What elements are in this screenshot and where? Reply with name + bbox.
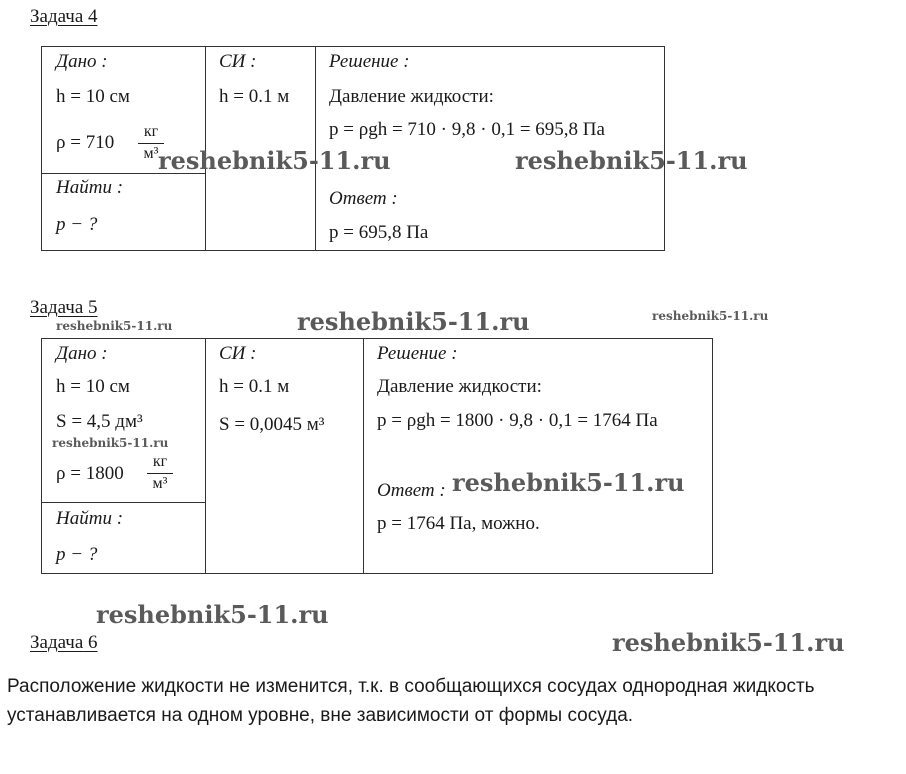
task4-given-label: [56, 51, 108, 73]
task5-si-label-text: СИ: [219, 343, 246, 364]
task4-si-colon: :: [250, 51, 257, 72]
task5-col-divider-2: [363, 338, 364, 574]
task4-answer-colon: :: [391, 188, 398, 209]
task4-solution-text: Давление жидкости:: [329, 86, 494, 107]
task6-heading-label: Задача: [30, 632, 84, 653]
task5-answer-label-text: Ответ: [377, 480, 435, 501]
task4-given-colon: :: [101, 51, 108, 72]
task4-border-left: [41, 46, 42, 251]
task5-find-label: [56, 508, 123, 530]
task4-heading: [30, 6, 98, 28]
task5-answer-value: p = 1764 Па, можно.: [377, 513, 540, 534]
task5-find-label-text: Найти: [56, 508, 112, 529]
task6-heading-number: 6: [88, 632, 98, 653]
task4-given-label-text: Дано: [56, 51, 97, 72]
task6-paragraph: [7, 672, 903, 730]
task4-find-label-text: Найти: [56, 177, 112, 198]
task5-given-h: h = 10 см: [56, 376, 130, 397]
task5-given-label: [56, 343, 108, 365]
watermark: reshebnik5-11.ru: [52, 436, 169, 450]
watermark: reshebnik5-11.ru: [297, 307, 530, 336]
task4-given-h: h = 10 см: [56, 86, 130, 107]
task5-rho-fraction-bar: [147, 473, 173, 474]
task4-si-label-text: СИ: [219, 51, 246, 72]
task5-solution-label-text: Решение: [377, 343, 447, 364]
task4-solution-label-text: Решение: [329, 51, 399, 72]
task4-rho-numerator: кг: [143, 123, 159, 140]
task5-given-label-text: Дано: [56, 343, 97, 364]
watermark: reshebnik5-11.ru: [56, 319, 173, 333]
task5-si-s: S = 0,0045 м³: [219, 414, 325, 435]
task6-heading: [30, 632, 98, 654]
task5-rho-fraction: [147, 454, 173, 492]
task4-border-bottom: [41, 250, 665, 251]
task5-formula: p = ρgh = 1800 · 9,8 · 0,1 = 1764 Па: [377, 410, 658, 431]
task5-border-right: [712, 338, 713, 574]
task4-given-rho: ρ = 710: [56, 132, 115, 153]
task5-si-colon: :: [250, 343, 257, 364]
task4-solution-label: [329, 51, 410, 73]
task5-given-find-divider: [41, 502, 206, 503]
task5-heading-number: 5: [88, 297, 98, 318]
task4-formula: p = ρgh = 710 · 9,8 · 0,1 = 695,8 Па: [329, 119, 605, 140]
watermark: reshebnik5-11.ru: [612, 628, 845, 657]
watermark: reshebnik5-11.ru: [158, 146, 391, 175]
task5-heading: [30, 297, 98, 319]
task4-rho-denominator: м³: [143, 145, 159, 162]
task5-col-divider-1: [205, 338, 206, 574]
task4-find-colon: :: [116, 177, 124, 198]
task5-solution-colon: :: [451, 343, 458, 364]
task4-find-label: [56, 177, 123, 199]
task5-table: [41, 338, 713, 574]
task4-solution-colon: :: [403, 51, 410, 72]
task5-heading-label: Задача: [30, 297, 84, 318]
task5-border-top: [41, 338, 713, 339]
task4-heading-label: Задача: [30, 6, 84, 27]
task5-answer-label: [377, 480, 446, 502]
task5-rho-denominator: м³: [152, 475, 168, 492]
task6-line-1: Расположение жидкости не изменится, т.к. в сообщающихся сосудах однородная жидкость: [7, 676, 815, 697]
task4-answer-label: [329, 188, 398, 210]
task6-line-2: устанавливается на одном уровне, вне зависимости от формы сосуда.: [7, 705, 634, 726]
task5-given-s: S = 4,5 дм³: [56, 411, 143, 432]
task5-given-rho: ρ = 1800: [56, 463, 124, 484]
task5-rho-numerator: кг: [152, 453, 168, 470]
task4-heading-number: 4: [88, 6, 98, 27]
task4-answer-label-text: Ответ: [329, 188, 387, 209]
task5-solution-text: Давление жидкости:: [377, 376, 542, 397]
task5-given-colon: :: [101, 343, 108, 364]
task5-find-value: p − ?: [56, 544, 98, 565]
task4-border-top: [41, 46, 665, 47]
task5-border-left: [41, 338, 42, 574]
task5-find-colon: :: [116, 508, 124, 529]
task4-rho-fraction-bar: [138, 143, 164, 144]
watermark: reshebnik5-11.ru: [452, 468, 685, 497]
task4-si-h: h = 0.1 м: [219, 86, 290, 107]
task5-answer-colon: :: [439, 480, 446, 501]
watermark: reshebnik5-11.ru: [96, 600, 329, 629]
watermark: reshebnik5-11.ru: [515, 146, 748, 175]
task5-border-bottom: [41, 573, 713, 574]
task4-find-value: p − ?: [56, 214, 98, 235]
task4-si-label: [219, 51, 256, 73]
watermark: reshebnik5-11.ru: [652, 309, 769, 323]
task5-si-h: h = 0.1 м: [219, 376, 290, 397]
task5-solution-label: [377, 343, 458, 365]
task4-answer-value: p = 695,8 Па: [329, 222, 429, 243]
task5-si-label: [219, 343, 256, 365]
